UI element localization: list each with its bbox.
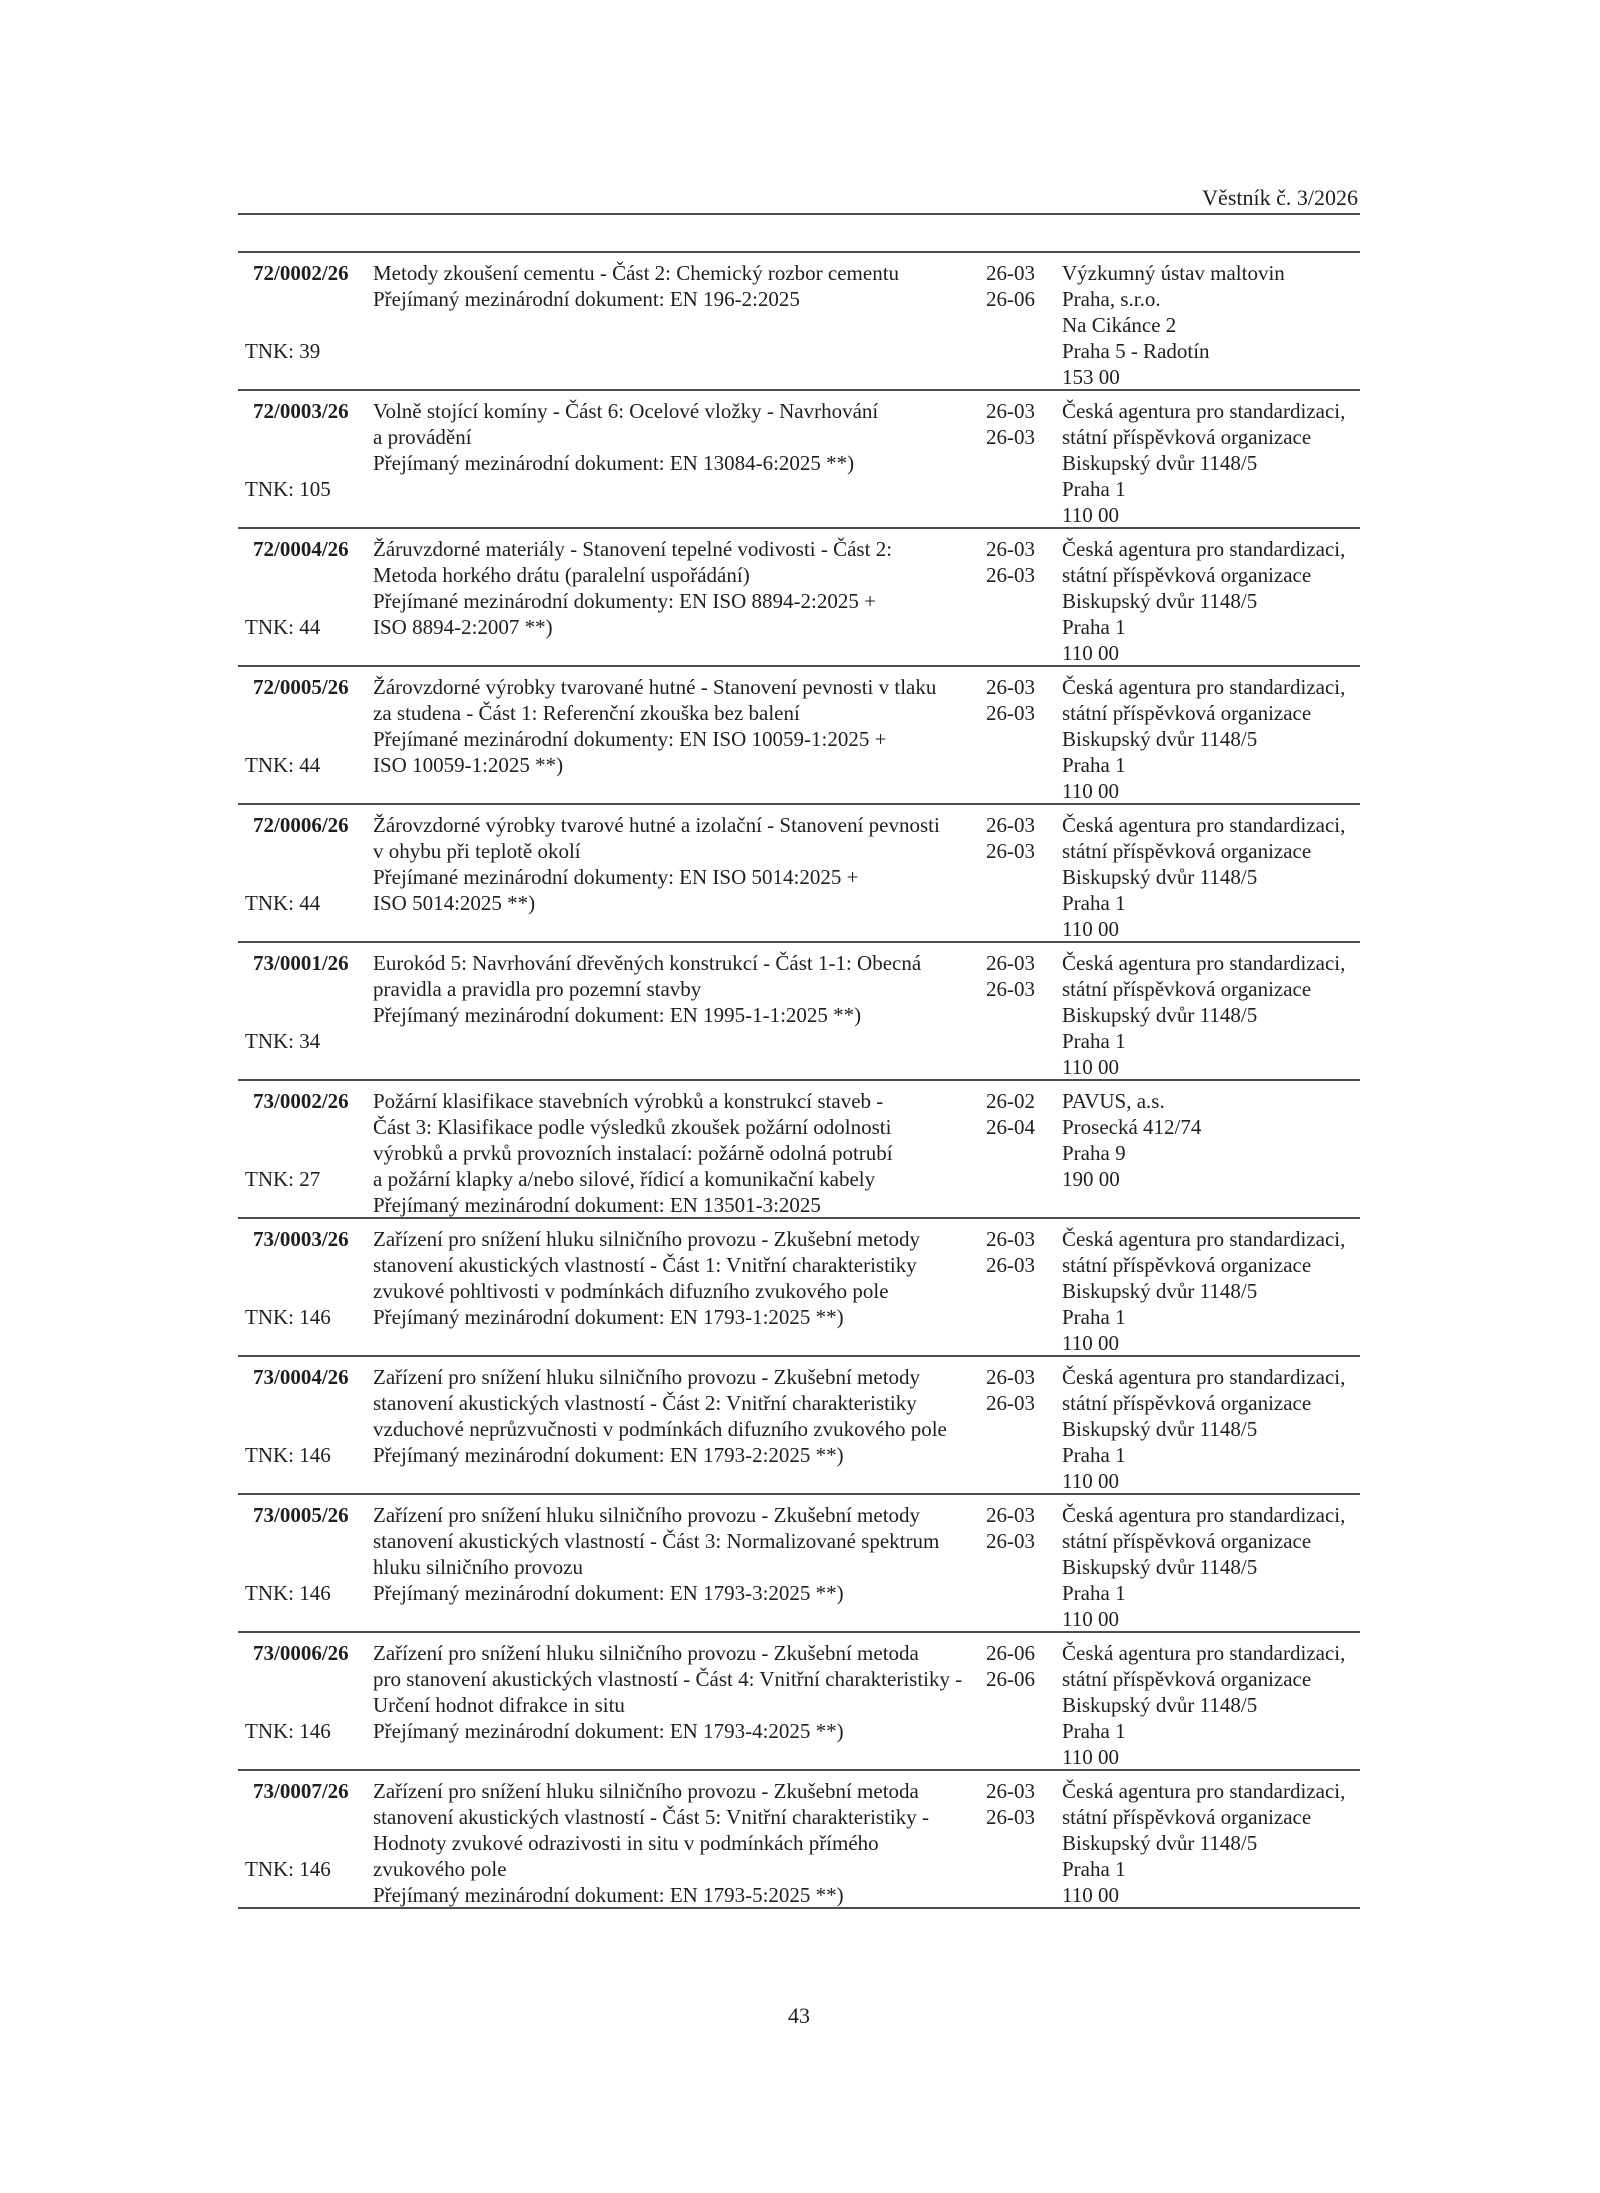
entry-organization — [1062, 674, 1360, 804]
page-title: Věstník č. 3/2026 — [1202, 185, 1358, 210]
organization-line: 110 00 — [1062, 503, 1119, 527]
organization-line: Česká agentura pro standardizaci, — [1062, 1503, 1346, 1527]
description-line: Zařízení pro snížení hluku silničního provozu - Zkušební metoda — [373, 1641, 919, 1665]
entry-id: 73/0003/26 — [253, 1227, 349, 1251]
entry-id-cell — [245, 1226, 373, 1356]
entry-dates — [986, 812, 1062, 942]
organization-line: Biskupský dvůr 1148/5 — [1062, 1555, 1258, 1579]
entry-description — [373, 398, 986, 528]
entry-date: 26-03 — [986, 701, 1035, 725]
entry-tnk: TNK: 44 — [245, 615, 321, 639]
description-line: Přejímané mezinárodní dokumenty: EN ISO 8894-2:2025 + — [373, 589, 876, 613]
description-line: výrobků a prvků provozních instalací: požárně odolná potrubí — [373, 1141, 893, 1165]
organization-line: 110 00 — [1062, 1469, 1119, 1493]
entry-dates — [986, 398, 1062, 528]
description-line: Přejímaný mezinárodní dokument: EN 13084-6:2025 **) — [373, 451, 855, 475]
description-line: Žárovzdorné výrobky tvarové hutné a izolační - Stanovení pevnosti — [373, 813, 940, 837]
organization-line: 110 00 — [1062, 1607, 1119, 1631]
entry-description — [373, 1502, 986, 1632]
entry-date: 26-03 — [986, 1391, 1035, 1415]
entry-id-cell — [245, 1502, 373, 1632]
entry-organization — [1062, 1226, 1360, 1356]
organization-line: Praha 9 — [1062, 1141, 1126, 1165]
entry-tnk: TNK: 39 — [245, 339, 321, 363]
description-line: vzduchové neprůzvučnosti v podmínkách difuzního zvukového pole — [373, 1417, 947, 1441]
organization-line: státní příspěvková organizace — [1062, 1529, 1312, 1553]
description-line: Zařízení pro snížení hluku silničního provozu - Zkušební metody — [373, 1227, 921, 1251]
organization-line: Praha 1 — [1062, 1857, 1126, 1881]
organization-line: Biskupský dvůr 1148/5 — [1062, 1831, 1258, 1855]
entry-id-cell — [245, 1640, 373, 1770]
entry-dates — [986, 536, 1062, 666]
entry-dates — [986, 1502, 1062, 1632]
entry-dates — [986, 1226, 1062, 1356]
organization-line: Praha 1 — [1062, 753, 1126, 777]
description-line: Volně stojící komíny - Část 6: Ocelové vložky - Navrhování — [373, 399, 879, 423]
table-row — [238, 667, 1360, 805]
organization-line: 110 00 — [1062, 641, 1119, 665]
entry-date: 26-03 — [986, 399, 1035, 423]
entry-description — [373, 950, 986, 1080]
table-row — [238, 391, 1360, 529]
entry-date: 26-04 — [986, 1115, 1035, 1139]
entry-date: 26-03 — [986, 1529, 1035, 1553]
organization-line: PAVUS, a.s. — [1062, 1089, 1165, 1113]
entry-dates — [986, 1364, 1062, 1494]
entry-date: 26-03 — [986, 563, 1035, 587]
entry-date: 26-03 — [986, 1503, 1035, 1527]
entry-tnk: TNK: 146 — [245, 1443, 331, 1467]
entry-date: 26-06 — [986, 1641, 1035, 1665]
description-line: Zařízení pro snížení hluku silničního provozu - Zkušební metoda — [373, 1779, 919, 1803]
entry-organization — [1062, 260, 1360, 390]
organization-line: 110 00 — [1062, 1055, 1119, 1079]
entry-tnk: TNK: 146 — [245, 1719, 331, 1743]
organization-line: Česká agentura pro standardizaci, — [1062, 813, 1346, 837]
description-line: a požární klapky a/nebo silové, řídicí a komunikační kabely — [373, 1167, 876, 1191]
table-row — [238, 805, 1360, 943]
description-line: a provádění — [373, 425, 472, 449]
entry-id: 72/0004/26 — [253, 537, 349, 561]
description-line: zvukové pohltivosti v podmínkách difuzního zvukového pole — [373, 1279, 889, 1303]
entry-id: 73/0004/26 — [253, 1365, 349, 1389]
entry-description — [373, 1364, 986, 1494]
organization-line: Biskupský dvůr 1148/5 — [1062, 1003, 1258, 1027]
entry-date: 26-06 — [986, 1667, 1035, 1691]
organization-line: Česká agentura pro standardizaci, — [1062, 1641, 1346, 1665]
entry-description — [373, 1640, 986, 1770]
entry-date: 26-03 — [986, 537, 1035, 561]
entry-id-cell — [245, 812, 373, 942]
description-line: stanovení akustických vlastností - Část 2: Vnitřní charakteristiky — [373, 1391, 917, 1415]
description-line: Přejímaný mezinárodní dokument: EN 1995-1-1:2025 **) — [373, 1003, 862, 1027]
entry-organization — [1062, 812, 1360, 942]
entry-date: 26-03 — [986, 1227, 1035, 1251]
entry-organization — [1062, 1088, 1360, 1218]
entry-id: 72/0005/26 — [253, 675, 349, 699]
description-line: Žárovzdorné výrobky tvarované hutné - Stanovení pevnosti v tlaku — [373, 675, 937, 699]
description-line: Přejímané mezinárodní dokumenty: EN ISO 10059-1:2025 + — [373, 727, 887, 751]
description-line: Zařízení pro snížení hluku silničního provozu - Zkušební metody — [373, 1503, 921, 1527]
table-row — [238, 1495, 1360, 1633]
entry-date: 26-03 — [986, 1779, 1035, 1803]
description-line: za studena - Část 1: Referenční zkouška bez balení — [373, 701, 800, 725]
entry-date: 26-03 — [986, 977, 1035, 1001]
organization-line: Česká agentura pro standardizaci, — [1062, 951, 1346, 975]
organization-line: Praha 1 — [1062, 1029, 1126, 1053]
organization-line: Praha 1 — [1062, 1581, 1126, 1605]
entry-tnk: TNK: 105 — [245, 477, 331, 501]
description-line: ISO 5014:2025 **) — [373, 891, 536, 915]
table-row — [238, 529, 1360, 667]
organization-line: státní příspěvková organizace — [1062, 839, 1312, 863]
organization-line: Biskupský dvůr 1148/5 — [1062, 1279, 1258, 1303]
entry-date: 26-03 — [986, 425, 1035, 449]
organization-line: Praha, s.r.o. — [1062, 287, 1161, 311]
entry-id-cell — [245, 398, 373, 528]
description-line: Metody zkoušení cementu - Část 2: Chemický rozbor cementu — [373, 261, 900, 285]
description-line: Určení hodnot difrakce in situ — [373, 1693, 625, 1717]
entry-organization — [1062, 1778, 1360, 1908]
entry-description — [373, 1088, 986, 1218]
organization-line: Česká agentura pro standardizaci, — [1062, 1365, 1346, 1389]
description-line: stanovení akustických vlastností - Část 5: Vnitřní charakteristiky - — [373, 1805, 930, 1829]
entry-id: 73/0006/26 — [253, 1641, 349, 1665]
organization-line: státní příspěvková organizace — [1062, 1805, 1312, 1829]
entry-id: 72/0006/26 — [253, 813, 349, 837]
description-line: Požární klasifikace stavebních výrobků a konstrukcí staveb - — [373, 1089, 884, 1113]
entry-organization — [1062, 1640, 1360, 1770]
entry-tnk: TNK: 146 — [245, 1857, 331, 1881]
entry-description — [373, 674, 986, 804]
organization-line: státní příspěvková organizace — [1062, 1667, 1312, 1691]
description-line: Přejímaný mezinárodní dokument: EN 196-2:2025 — [373, 287, 800, 311]
organization-line: Biskupský dvůr 1148/5 — [1062, 1417, 1258, 1441]
entry-description — [373, 260, 986, 390]
entry-dates — [986, 1778, 1062, 1908]
entry-tnk: TNK: 27 — [245, 1167, 321, 1191]
table-row — [238, 943, 1360, 1081]
organization-line: státní příspěvková organizace — [1062, 425, 1312, 449]
entry-date: 26-03 — [986, 1253, 1035, 1277]
entry-dates — [986, 1640, 1062, 1770]
entry-id: 73/0007/26 — [253, 1779, 349, 1803]
organization-line: Biskupský dvůr 1148/5 — [1062, 589, 1258, 613]
description-line: Žáruvzdorné materiály - Stanovení tepelné vodivosti - Část 2: — [373, 537, 893, 561]
organization-line: Praha 5 - Radotín — [1062, 339, 1210, 363]
organization-line: Praha 1 — [1062, 477, 1126, 501]
description-line: Přejímaný mezinárodní dokument: EN 1793-2:2025 **) — [373, 1443, 844, 1467]
organization-line: 110 00 — [1062, 1331, 1119, 1355]
entry-date: 26-03 — [986, 951, 1035, 975]
organization-line: Praha 1 — [1062, 615, 1126, 639]
organization-line: Česká agentura pro standardizaci, — [1062, 1227, 1346, 1251]
table-row — [238, 1357, 1360, 1495]
entry-date: 26-03 — [986, 839, 1035, 863]
organization-line: Praha 1 — [1062, 891, 1126, 915]
organization-line: státní příspěvková organizace — [1062, 977, 1312, 1001]
entry-id-cell — [245, 260, 373, 390]
organization-line: Výzkumný ústav maltovin — [1062, 261, 1285, 285]
entry-id-cell — [245, 1778, 373, 1908]
description-line: zvukového pole — [373, 1857, 507, 1881]
entry-dates — [986, 260, 1062, 390]
organization-line: 110 00 — [1062, 917, 1119, 941]
entry-date: 26-03 — [986, 261, 1035, 285]
table-row — [238, 1081, 1360, 1219]
description-line: Přejímané mezinárodní dokumenty: EN ISO 5014:2025 + — [373, 865, 859, 889]
entry-description — [373, 1778, 986, 1908]
entry-date: 26-03 — [986, 1805, 1035, 1829]
entry-dates — [986, 950, 1062, 1080]
description-line: Přejímaný mezinárodní dokument: EN 1793-4:2025 **) — [373, 1719, 844, 1743]
page-number: 43 — [788, 2003, 810, 2028]
entry-id-cell — [245, 1088, 373, 1218]
description-line: Eurokód 5: Navrhování dřevěných konstrukcí - Část 1-1: Obecná — [373, 951, 922, 975]
table-row — [238, 1219, 1360, 1357]
description-line: Přejímaný mezinárodní dokument: EN 1793-1:2025 **) — [373, 1305, 844, 1329]
entry-id: 72/0003/26 — [253, 399, 349, 423]
entry-id: 73/0001/26 — [253, 951, 349, 975]
description-line: pro stanovení akustických vlastností - Část 4: Vnitřní charakteristiky - — [373, 1667, 963, 1691]
organization-line: 153 00 — [1062, 365, 1120, 389]
entry-id: 72/0002/26 — [253, 261, 349, 285]
entry-tnk: TNK: 146 — [245, 1305, 331, 1329]
organization-line: 190 00 — [1062, 1167, 1120, 1191]
description-line: Část 3: Klasifikace podle výsledků zkoušek požární odolnosti — [373, 1115, 892, 1139]
entry-date: 26-03 — [986, 1365, 1035, 1389]
entry-id-cell — [245, 950, 373, 1080]
entry-date: 26-03 — [986, 813, 1035, 837]
entry-id: 73/0005/26 — [253, 1503, 349, 1527]
entry-id-cell — [245, 674, 373, 804]
table-row — [238, 1771, 1360, 1909]
entry-description — [373, 1226, 986, 1356]
entry-tnk: TNK: 44 — [245, 891, 321, 915]
entry-date: 26-03 — [986, 675, 1035, 699]
organization-line: státní příspěvková organizace — [1062, 1253, 1312, 1277]
organization-line: 110 00 — [1062, 1883, 1119, 1907]
description-line: Zařízení pro snížení hluku silničního provozu - Zkušební metody — [373, 1365, 921, 1389]
entry-organization — [1062, 950, 1360, 1080]
organization-line: Česká agentura pro standardizaci, — [1062, 399, 1346, 423]
organization-line: státní příspěvková organizace — [1062, 1391, 1312, 1415]
description-line: ISO 10059-1:2025 **) — [373, 753, 564, 777]
description-line: v ohybu při teplotě okolí — [373, 839, 581, 863]
organization-line: Biskupský dvůr 1148/5 — [1062, 865, 1258, 889]
organization-line: státní příspěvková organizace — [1062, 563, 1312, 587]
organization-line: Praha 1 — [1062, 1443, 1126, 1467]
entry-organization — [1062, 1502, 1360, 1632]
entry-dates — [986, 674, 1062, 804]
organization-line: Na Cikánce 2 — [1062, 313, 1177, 337]
entry-id-cell — [245, 536, 373, 666]
entry-organization — [1062, 398, 1360, 528]
description-line: Hodnoty zvukové odrazivosti in situ v podmínkách přímého — [373, 1831, 879, 1855]
description-line: pravidla a pravidla pro pozemní stavby — [373, 977, 702, 1001]
description-line: stanovení akustických vlastností - Část 1: Vnitřní charakteristiky — [373, 1253, 917, 1277]
organization-line: Biskupský dvůr 1148/5 — [1062, 727, 1258, 751]
entry-dates — [986, 1088, 1062, 1218]
entry-date: 26-06 — [986, 287, 1035, 311]
description-line: ISO 8894-2:2007 **) — [373, 615, 553, 639]
description-line: Přejímaný mezinárodní dokument: EN 1793-3:2025 **) — [373, 1581, 844, 1605]
header-divider — [238, 213, 1360, 215]
organization-line: Česká agentura pro standardizaci, — [1062, 675, 1346, 699]
entry-id-cell — [245, 1364, 373, 1494]
entry-organization — [1062, 1364, 1360, 1494]
organization-line: Prosecká 412/74 — [1062, 1115, 1202, 1139]
organization-line: státní příspěvková organizace — [1062, 701, 1312, 725]
organization-line: Biskupský dvůr 1148/5 — [1062, 451, 1258, 475]
organization-line: Česká agentura pro standardizaci, — [1062, 1779, 1346, 1803]
description-line: Přejímaný mezinárodní dokument: EN 13501-3:2025 — [373, 1193, 821, 1217]
entry-date: 26-02 — [986, 1089, 1035, 1113]
table-row — [238, 1633, 1360, 1771]
entry-organization — [1062, 536, 1360, 666]
table-row — [238, 253, 1360, 391]
entry-description — [373, 812, 986, 942]
organization-line: Biskupský dvůr 1148/5 — [1062, 1693, 1258, 1717]
entry-tnk: TNK: 44 — [245, 753, 321, 777]
description-line: stanovení akustických vlastností - Část 3: Normalizované spektrum — [373, 1529, 940, 1553]
organization-line: 110 00 — [1062, 779, 1119, 803]
description-line: hluku silničního provozu — [373, 1555, 583, 1579]
organization-line: 110 00 — [1062, 1745, 1119, 1769]
entry-description — [373, 536, 986, 666]
entry-tnk: TNK: 34 — [245, 1029, 321, 1053]
organization-line: Praha 1 — [1062, 1719, 1126, 1743]
description-line: Metoda horkého drátu (paralelní uspořádání) — [373, 563, 750, 587]
organization-line: Česká agentura pro standardizaci, — [1062, 537, 1346, 561]
standards-table — [238, 251, 1360, 1909]
entry-tnk: TNK: 146 — [245, 1581, 331, 1605]
description-line: Přejímaný mezinárodní dokument: EN 1793-5:2025 **) — [373, 1883, 844, 1907]
organization-line: Praha 1 — [1062, 1305, 1126, 1329]
entry-id: 73/0002/26 — [253, 1089, 349, 1113]
